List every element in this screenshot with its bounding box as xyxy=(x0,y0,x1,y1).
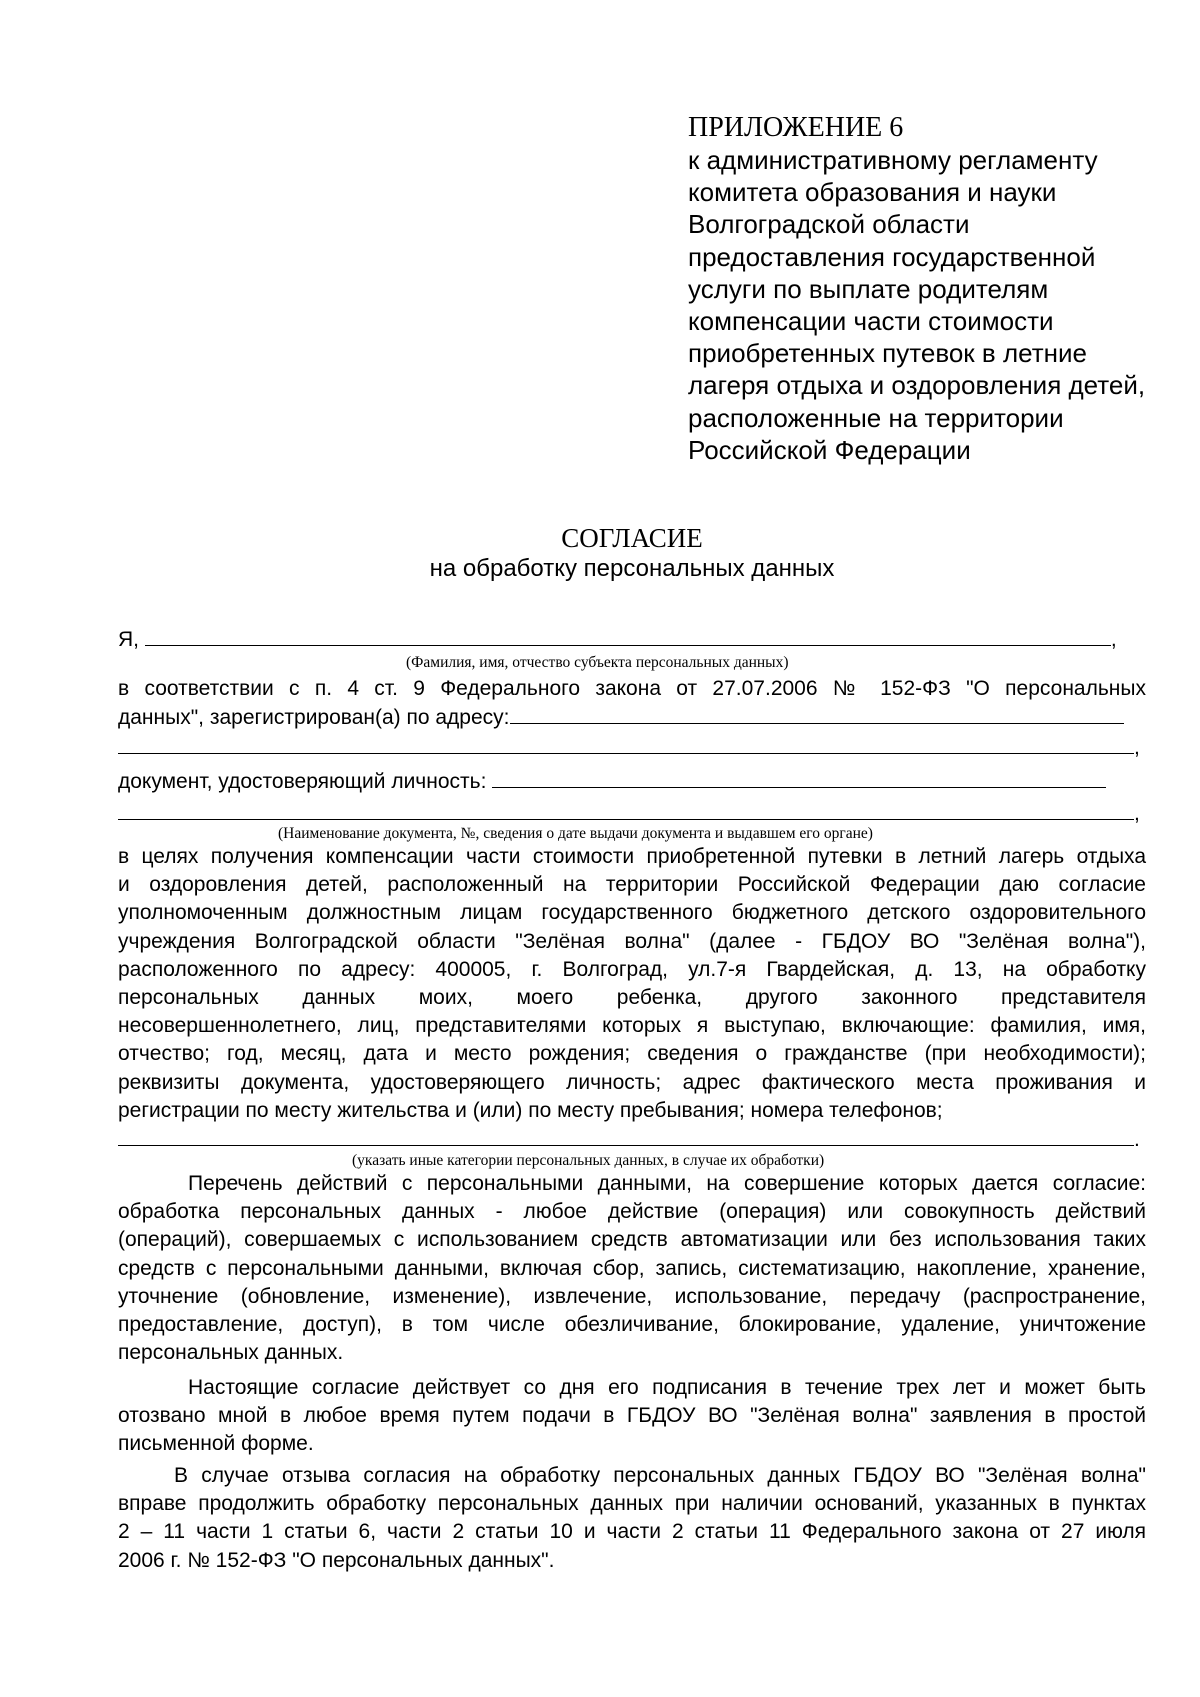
other-categories-field[interactable] xyxy=(118,1125,1134,1146)
appendix-header xyxy=(688,112,1168,466)
address-row xyxy=(118,703,1146,732)
other-categories-end: . xyxy=(1134,1128,1140,1151)
withdrawal-line: 2006 г. № 152-ФЗ "О персональных данных". xyxy=(118,1548,555,1572)
appendix-line: комитета образования и науки xyxy=(688,177,1057,208)
address-row-end: , xyxy=(1134,736,1140,759)
address-row-2 xyxy=(118,733,1146,762)
actions-line: предоставление, доступ), в том числе обезличивание, блокирование, удаление, уничтожение xyxy=(118,1312,1146,1336)
validity-line: Настоящие согласие действует со дня его подписания в течение трех лет и может быть xyxy=(188,1376,1146,1399)
appendix-title: ПРИЛОЖЕНИЕ 6 xyxy=(688,112,904,143)
withdrawal-line: вправе продолжить обработку персональных данных при наличии оснований, указанных в пунктах xyxy=(118,1492,1146,1516)
id-doc-row-2 xyxy=(118,799,1146,828)
appendix-line: приобретенных путевок в летние xyxy=(688,338,1087,369)
actions-line: уточнение (обновление, изменение), извлечение, использование, передачу (распространение, xyxy=(118,1284,1146,1308)
actions-line: Перечень действий с персональными данными, на совершение которых дается согласие: xyxy=(188,1172,1146,1195)
address-label: данных", зарегистрирован(а) по адресу: xyxy=(118,706,510,729)
withdrawal-line: В случае отзыва согласия на обработку персональных данных ГБДОУ ВО "Зелёная волна" xyxy=(174,1464,1146,1487)
address-field-continued[interactable] xyxy=(118,733,1134,754)
document-title: СОГЛАСИЕ xyxy=(561,523,703,553)
law-line: в соответствии с п. 4 ст. 9 Федерального закона от 27.07.2006 № 152-ФЗ "О персональных xyxy=(118,677,1146,700)
appendix-line: Волгоградской области xyxy=(688,209,970,240)
appendix-line: Российской Федерации xyxy=(688,434,971,465)
name-hint: (Фамилия, имя, отчество субъекта персональных данных) xyxy=(406,654,789,671)
purpose-line: учреждения Волгоградской области "Зелёная волна" (далее - ГБДОУ ВО "Зелёная волна"), xyxy=(118,929,1146,953)
purpose-line: регистрации по месту жительства и (или) по месту пребывания; номера телефонов; xyxy=(118,1098,943,1122)
id-doc-field-continued[interactable] xyxy=(118,799,1134,820)
purpose-line: несовершеннолетнего, лиц, представителями которых я выступаю, включающие: фамилия, имя, xyxy=(118,1014,1146,1038)
validity-line: отозвано мной в любое время путем подачи в ГБДОУ ВО "Зелёная волна" заявления в простой xyxy=(118,1404,1146,1428)
actions-line: обработка персональных данных - любое действие (операция) или совокупность действий xyxy=(118,1200,1146,1224)
purpose-line: в целях получения компенсации части стоимости приобретенной путевки в летний лагерь отдыха xyxy=(118,845,1146,868)
other-categories-row xyxy=(118,1125,1146,1154)
document-subtitle: на обработку персональных данных xyxy=(429,555,835,582)
actions-line: (операций), совершаемых с использованием средств автоматизации или без использования таких xyxy=(118,1228,1146,1252)
purpose-line: персональных данных моих, моего ребенка, другого законного представителя xyxy=(118,985,1146,1009)
withdrawal-line: 2 – 11 части 1 статьи 6, части 2 статьи 10 и части 2 статьи 11 Федерального закона от 27 июля xyxy=(118,1520,1146,1544)
purpose-paragraph xyxy=(118,843,1146,1125)
address-field[interactable] xyxy=(510,703,1124,724)
full-name-field[interactable] xyxy=(145,625,1111,646)
appendix-line: компенсации части стоимости xyxy=(688,306,1054,337)
id-doc-label: документ, удостоверяющий личность: xyxy=(118,770,487,793)
purpose-line: реквизиты документа, удостоверяющего личность; адрес фактического места проживания и xyxy=(118,1070,1146,1094)
actions-line: персональных данных. xyxy=(118,1341,344,1365)
id-doc-hint: (Наименование документа, №, сведения о дате выдачи документа и выдавшем его органе) xyxy=(278,825,873,842)
validity-line: письменной форме. xyxy=(118,1432,314,1456)
actions-paragraph xyxy=(118,1170,1146,1367)
appendix-line: к административному регламенту xyxy=(688,145,1098,175)
id-doc-row xyxy=(118,767,1146,796)
i-label: Я, xyxy=(118,628,139,651)
withdrawal-paragraph xyxy=(118,1462,1146,1575)
id-doc-row-end: , xyxy=(1134,802,1140,825)
validity-paragraph xyxy=(118,1374,1146,1459)
id-doc-field[interactable] xyxy=(492,767,1106,788)
other-categories-hint: (указать иные категории персональных данных, в случае их обработки) xyxy=(352,1152,825,1169)
actions-line: средств с персональными данными, включая сбор, запись, систематизацию, накопление, хранение, xyxy=(118,1256,1146,1280)
purpose-line: уполномоченным должностным лицам государственного бюджетного детского оздоровительного xyxy=(118,901,1146,925)
name-row xyxy=(118,625,1146,654)
appendix-line: услуги по выплате родителям xyxy=(688,273,1049,304)
appendix-line: предоставления государственной xyxy=(688,241,1096,272)
purpose-line: отчество; год, месяц, дата и место рождения; сведения о гражданстве (при необходимости); xyxy=(118,1042,1146,1066)
purpose-line: расположенного по адресу: 400005, г. Волгоград, ул.7-я Гвардейская, д. 13, на обработку xyxy=(118,957,1146,981)
appendix-line: расположенные на территории xyxy=(688,402,1064,433)
name-row-end: , xyxy=(1110,628,1117,651)
appendix-line: лагеря отдыха и оздоровления детей, xyxy=(688,370,1146,401)
purpose-line: и оздоровления детей, расположенный на территории Российской Федерации даю согласие xyxy=(118,873,1146,897)
